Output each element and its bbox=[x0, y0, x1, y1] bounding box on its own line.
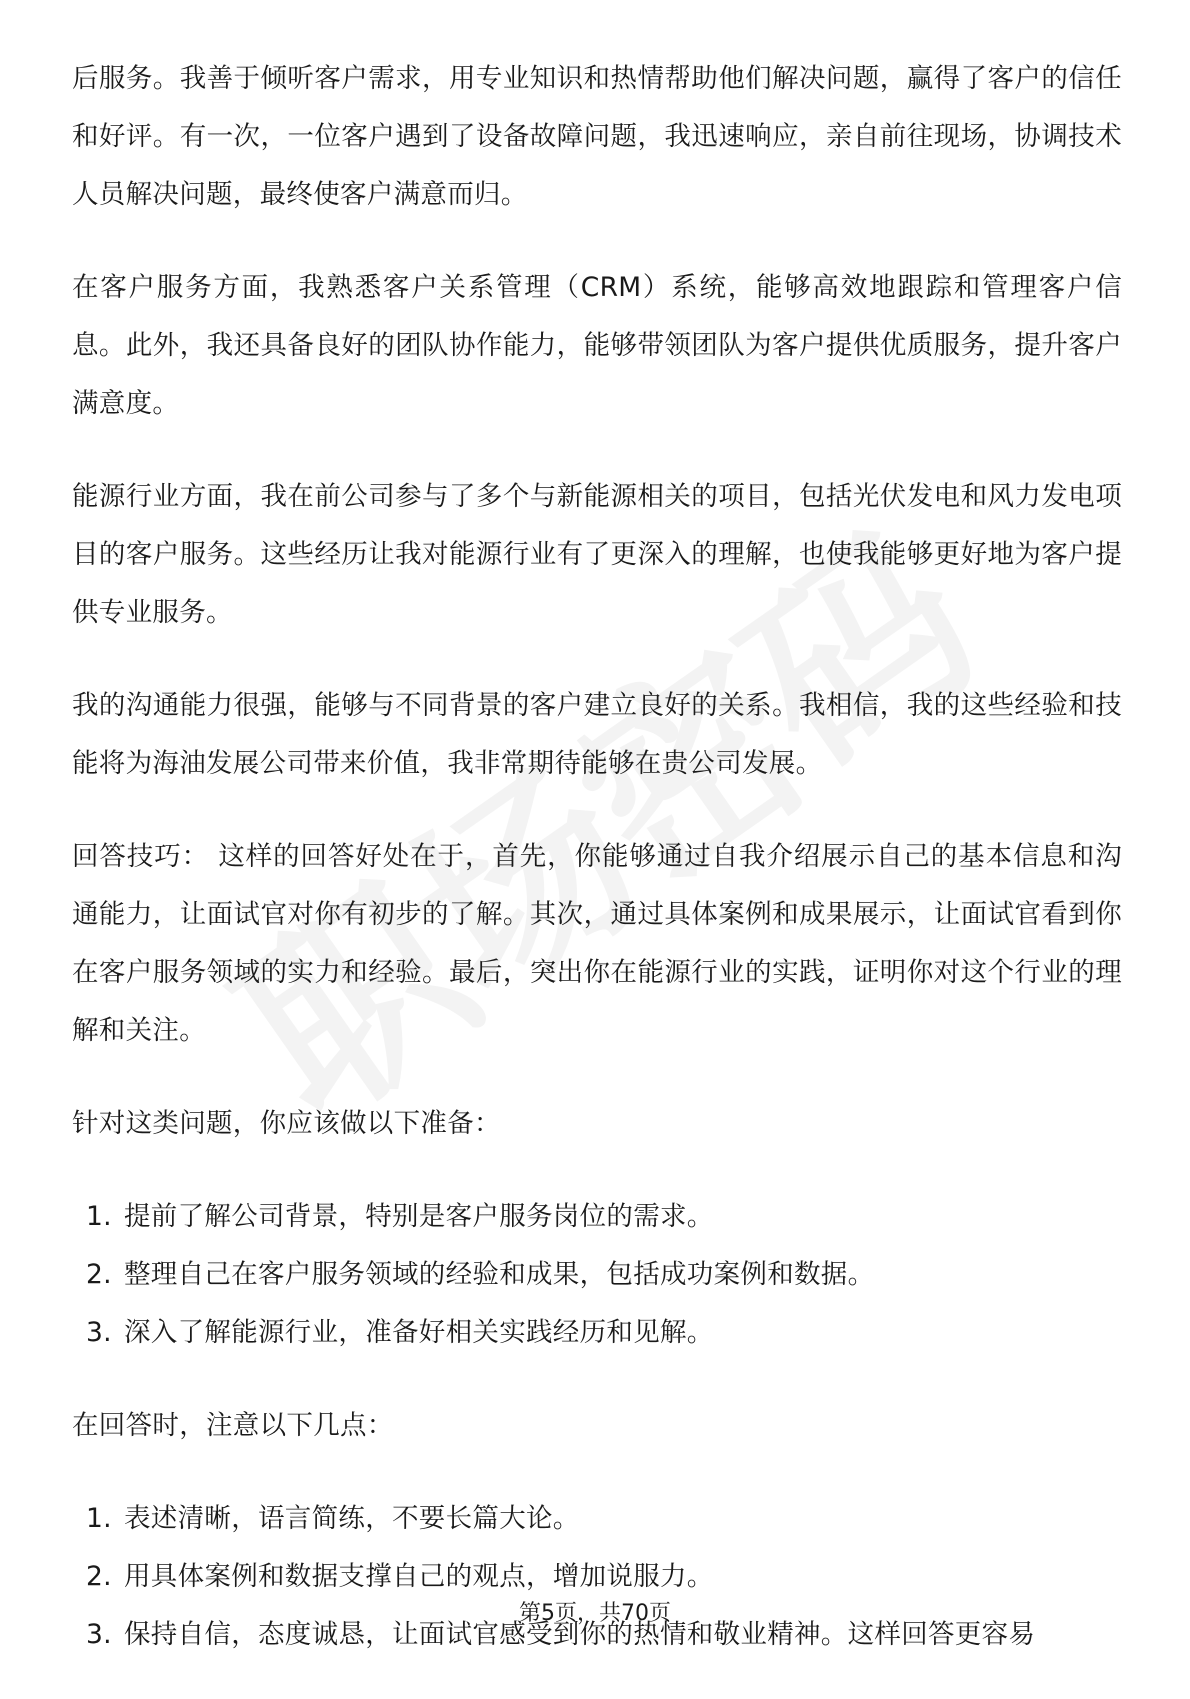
paragraph-crm-skills: 在客户服务方面，我熟悉客户关系管理（CRM）系统，能够高效地跟踪和管理客户信息。此外，我还具备良好的团队协作能力，能够带领团队为客户提供优质服务，提升客户满意度。 bbox=[72, 272, 1122, 419]
paragraph-energy-industry: 能源行业方面，我在前公司参与了多个与新能源相关的项目，包括光伏发电和风力发电项目的客户服务。这些经历让我对能源行业有了更深入的理解，也使我能够更好地为客户提供专业服务。 bbox=[72, 481, 1122, 628]
list-item bbox=[72, 1304, 1122, 1362]
list-text: 深入了解能源行业，准备好相关实践经历和见解。 bbox=[124, 1317, 714, 1348]
paragraph-answer-tips: 回答技巧： 这样的回答好处在于，首先，你能够通过自我介绍展示自己的基本信息和沟通能力，让面试官对你有初步的了解。其次，通过具体案例和成果展示，让面试官看到你在客户服务领域的实力和经验。最后，突出你在能源行业的实践，证明你对这个行业的理解和关注。 bbox=[72, 841, 1122, 1046]
paragraph-communication: 我的沟通能力很强，能够与不同背景的客户建立良好的关系。我相信，我的这些经验和技能将为海油发展公司带来价值，我非常期待能够在贵公司发展。 bbox=[72, 690, 1122, 779]
tips-heading: 在回答时，注意以下几点： bbox=[72, 1410, 394, 1441]
paragraph-service-experience: 后服务。我善于倾听客户需求，用专业知识和热情帮助他们解决问题，赢得了客户的信任和好评。有一次，一位客户遇到了设备故障问题，我迅速响应，亲自前往现场，协调技术人员解决问题，最终使客户满意而归。 bbox=[72, 63, 1122, 210]
list-number: 1. bbox=[86, 1201, 112, 1232]
list-text: 整理自己在客户服务领域的经验和成果，包括成功案例和数据。 bbox=[124, 1259, 875, 1290]
list-text: 表述清晰，语言简练，不要长篇大论。 bbox=[124, 1503, 580, 1534]
list-number: 2. bbox=[86, 1561, 112, 1592]
list-text: 提前了解公司背景，特别是客户服务岗位的需求。 bbox=[124, 1201, 714, 1232]
list-number: 3. bbox=[86, 1619, 112, 1650]
list-text: 保持自信，态度诚恳，让面试官感受到你的热情和敬业精神。这样回答更容易 bbox=[124, 1619, 1036, 1650]
list-number: 3. bbox=[86, 1317, 112, 1348]
tips-list bbox=[72, 1490, 1122, 1664]
list-item bbox=[72, 1490, 1122, 1548]
list-item bbox=[72, 1246, 1122, 1304]
list-text: 用具体案例和数据支撑自己的观点，增加说服力。 bbox=[124, 1561, 714, 1592]
list-item bbox=[72, 1188, 1122, 1246]
list-number: 2. bbox=[86, 1259, 112, 1290]
list-number: 1. bbox=[86, 1503, 112, 1534]
prep-list bbox=[72, 1188, 1122, 1362]
prep-heading: 针对这类问题，你应该做以下准备： bbox=[72, 1108, 501, 1139]
page-footer: 第5页，共70页 bbox=[519, 1601, 671, 1626]
document-body bbox=[72, 50, 1122, 1699]
